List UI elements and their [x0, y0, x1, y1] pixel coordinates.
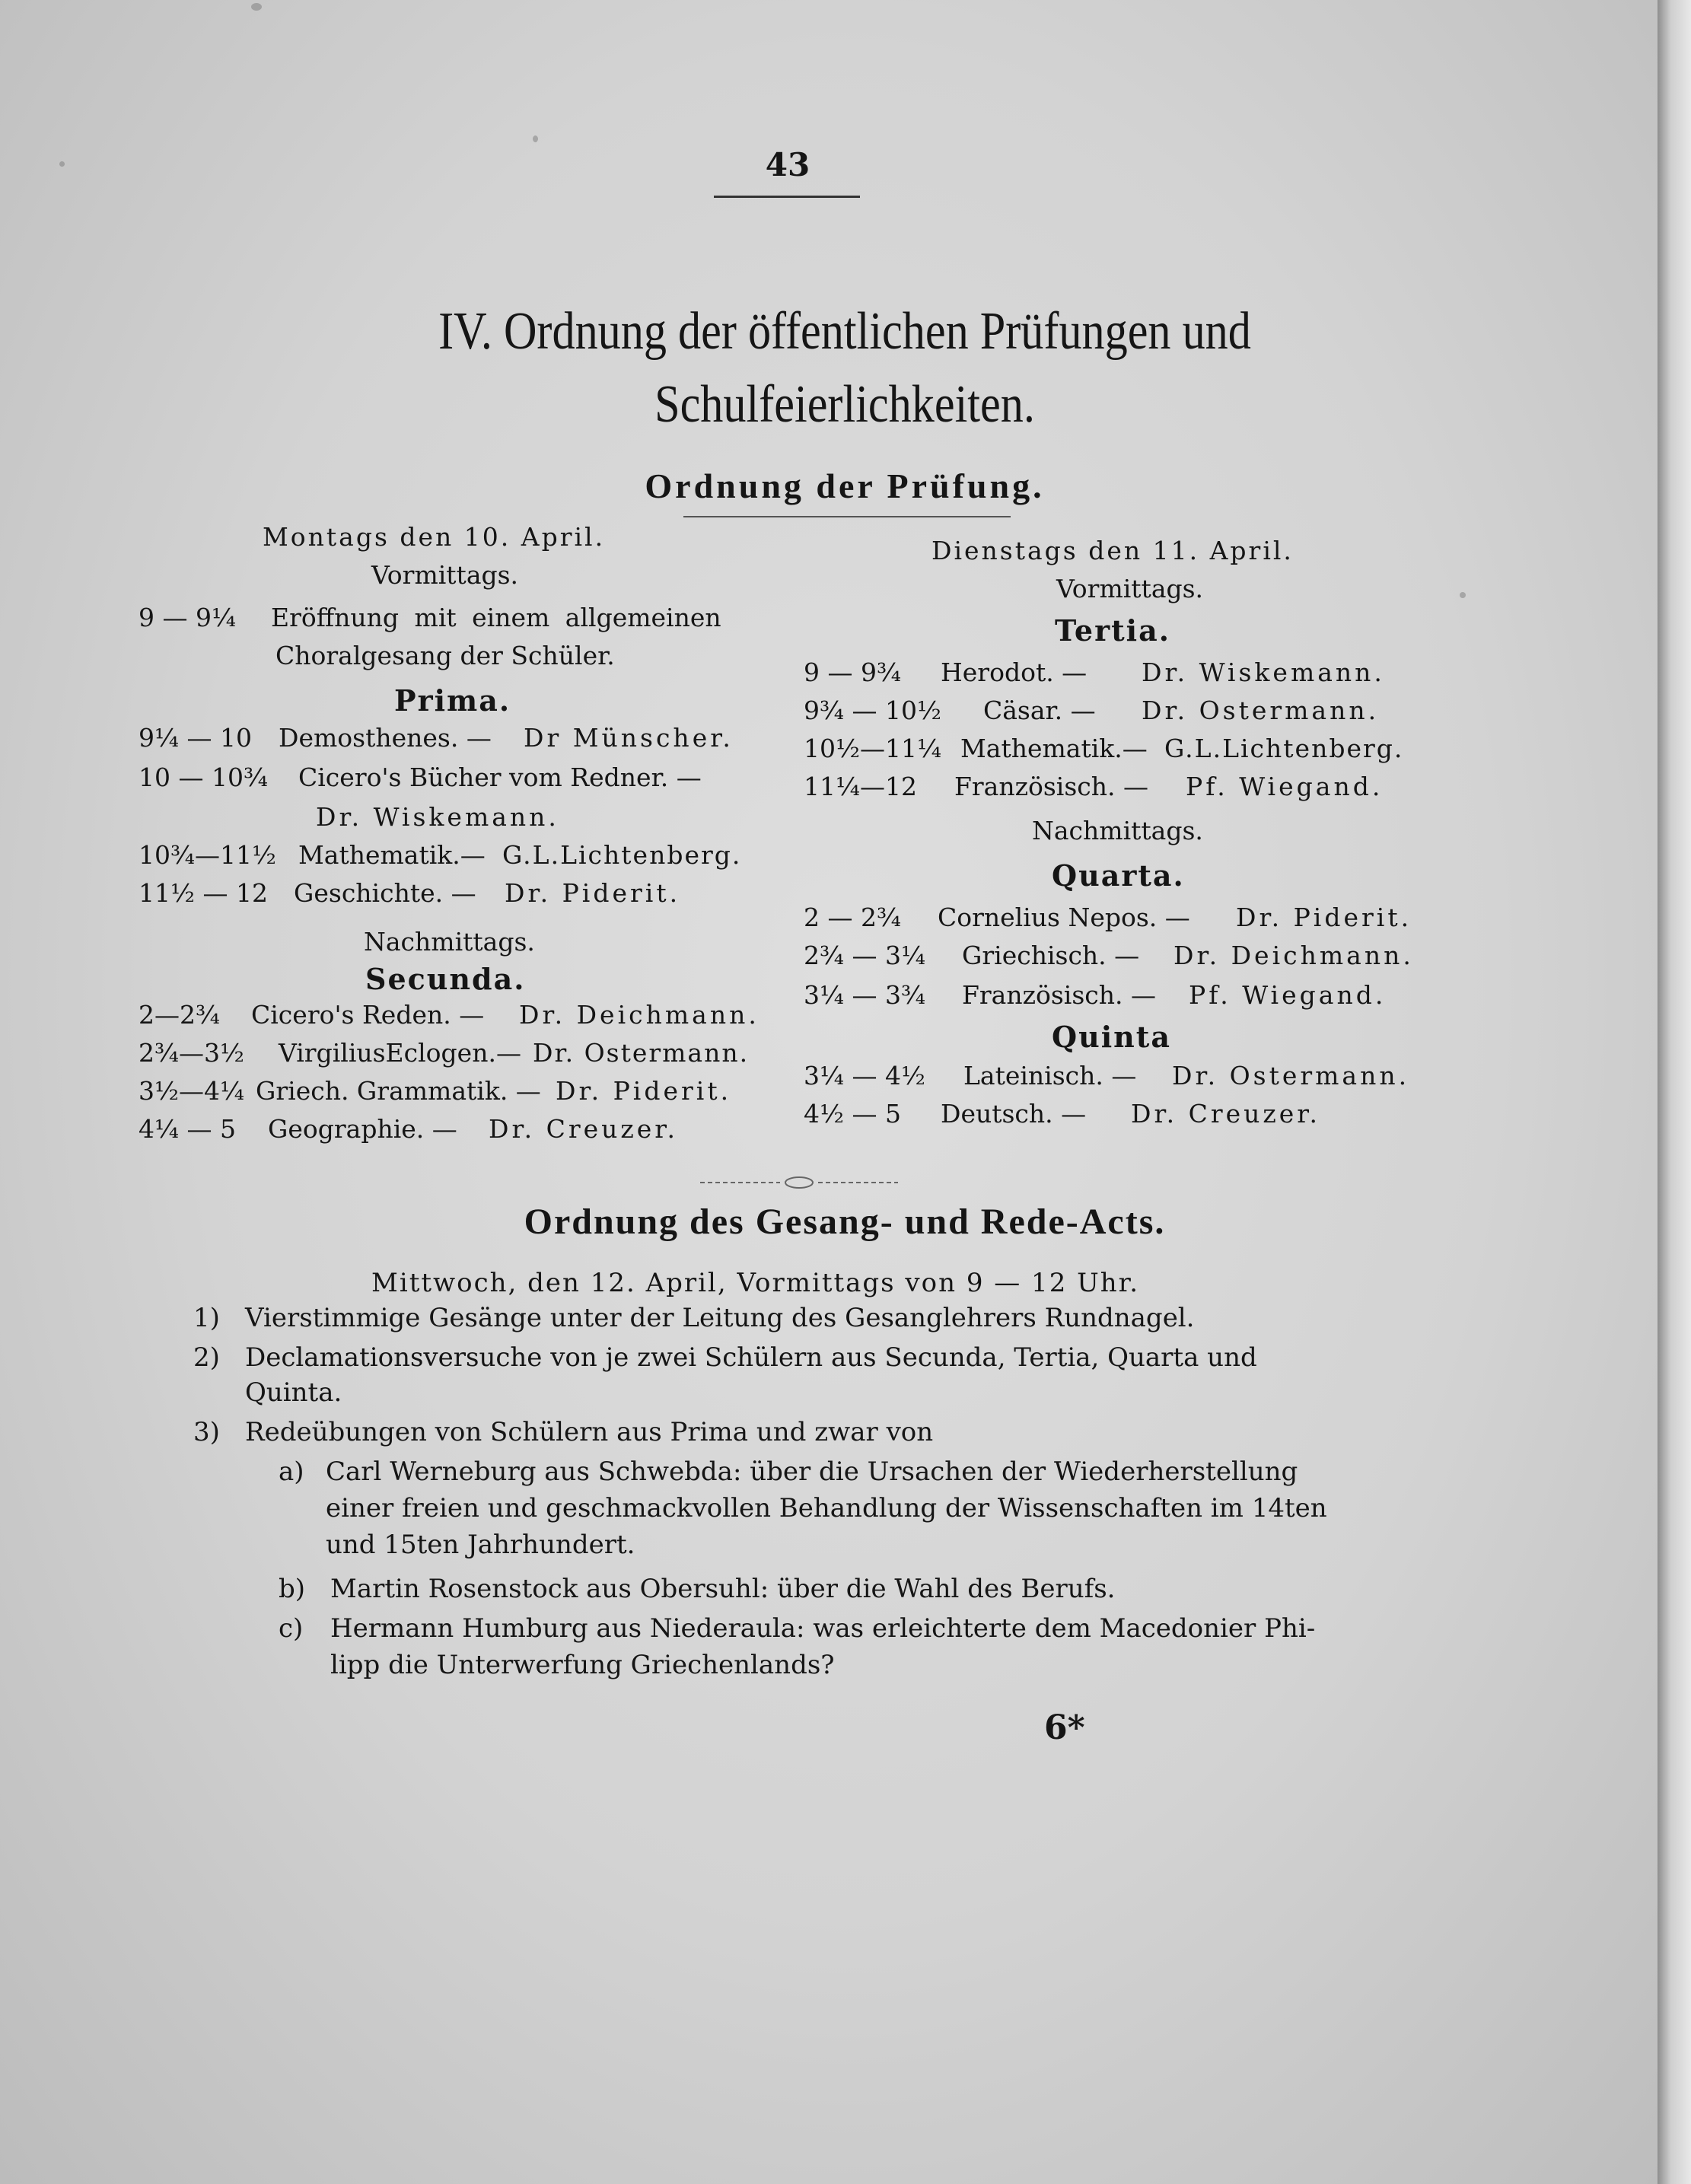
prima-row-5-subject: Geschichte. —	[294, 878, 476, 908]
act-subitem-a-line-1: Carl Werneburg aus Schwebda: über die Ursachen der Wiederherstellung	[326, 1457, 1298, 1487]
tertia-row-1-teacher: Dr. Wiskemann.	[1142, 657, 1385, 687]
tertia-row-4-time: 11¼—12	[804, 772, 917, 801]
prima-row-2-subject: Cicero's Bücher vom Redner. —	[298, 762, 702, 792]
prima-row-4-time: 10¾—11½	[139, 840, 276, 870]
quarta-row-3-teacher: Pf. Wiegand.	[1189, 980, 1387, 1010]
tuesday-column	[0, 0, 1522, 1187]
quinta-row-2-teacher: Dr. Creuzer.	[1131, 1099, 1320, 1129]
prima-row-1-time: 9¼ — 10	[139, 723, 252, 753]
chapter-title-line-1: IV. Ordnung der öffentlichen Prüfungen und	[438, 302, 1251, 361]
quinta-row-2-subject: Deutsch. —	[941, 1099, 1087, 1129]
tuesday-vormittags: Vormittags.	[1056, 574, 1204, 603]
monday-vormittags: Vormittags.	[371, 560, 519, 590]
signature-mark: 6*	[1044, 1708, 1085, 1747]
quarta-row-3-time: 3¼ — 3¾	[804, 980, 925, 1010]
prima-heading: Prima.	[394, 683, 511, 718]
monday-nachmittags: Nachmittags.	[364, 927, 535, 957]
secunda-row-2-subject: VirgiliusEclogen.—	[279, 1038, 521, 1068]
ornament-divider-graphic	[700, 1175, 898, 1190]
prima-row-3-teacher: Dr. Wiskemann.	[316, 802, 559, 832]
tertia-row-1-time: 9 — 9¾	[804, 657, 901, 687]
opening-time: 9 — 9¼	[139, 603, 236, 632]
quarta-row-1-teacher: Dr. Piderit.	[1236, 903, 1412, 932]
act-subitem-a-line-2: einer freien und geschmackvollen Behandlung der Wissenschaften im 14ten	[326, 1493, 1327, 1523]
tertia-heading: Tertia.	[1055, 613, 1170, 648]
page-number: 43	[765, 146, 810, 183]
prima-row-4-teacher: G.L.Lichtenberg.	[502, 840, 742, 870]
monday-day: Montags den 10. April.	[263, 522, 606, 552]
prima-row-1-teacher: Dr Münscher.	[524, 723, 734, 753]
prima-row-2-time: 10 — 10¾	[139, 762, 268, 792]
act-subitem-a-label: a)	[279, 1457, 304, 1487]
tertia-row-2-teacher: Dr. Ostermann.	[1142, 696, 1380, 725]
tertia-row-4-teacher: Pf. Wiegand.	[1186, 772, 1384, 801]
tertia-row-4-subject: Französisch. —	[954, 772, 1148, 801]
opening-line-2: Choralgesang der Schüler.	[275, 641, 615, 670]
prima-row-1-subject: Demosthenes. —	[279, 723, 492, 753]
quarta-row-1-subject: Cornelius Nepos. —	[938, 903, 1190, 932]
tertia-row-2-subject: Cäsar. —	[983, 696, 1096, 725]
quinta-row-1-teacher: Dr. Ostermann.	[1172, 1061, 1410, 1090]
tertia-row-3-teacher: G.L.Lichtenberg.	[1164, 734, 1404, 763]
quarta-row-1-time: 2 — 2¾	[804, 903, 901, 932]
secunda-row-3-time: 3½—4¼	[139, 1076, 244, 1106]
prima-row-5-teacher: Dr. Piderit.	[505, 878, 681, 908]
act-date-line: Mittwoch, den 12. April, Vormittags von 9 — 12 Uhr.	[371, 1268, 1140, 1298]
act-item-3-number: 3)	[193, 1417, 220, 1447]
exam-heading: Ordnung der Prüfung.	[645, 466, 1045, 505]
act-item-1-text: Vierstimmige Gesänge unter der Leitung des Gesanglehrers Rundnagel.	[245, 1303, 1195, 1333]
tertia-row-3-subject: Mathematik.—	[960, 734, 1148, 763]
tertia-row-1-subject: Herodot. —	[941, 657, 1088, 687]
prima-row-5-time: 11½ — 12	[139, 878, 268, 908]
secunda-row-1-time: 2—2¾	[139, 1000, 220, 1030]
secunda-row-3-teacher: Dr. Piderit.	[556, 1076, 732, 1106]
secunda-row-4-subject: Geographie. —	[268, 1114, 457, 1144]
tuesday-day: Dienstags den 11. April.	[931, 536, 1294, 565]
tertia-row-2-time: 9¾ — 10½	[804, 696, 941, 725]
quarta-row-2-time: 2¾ — 3¼	[804, 941, 925, 970]
act-subitem-c-label: c)	[279, 1613, 304, 1644]
chapter-title-line-2: Schulfeierlichkeiten.	[654, 375, 1035, 434]
quinta-row-1-subject: Lateinisch. —	[963, 1061, 1137, 1090]
quinta-heading: Quinta	[1052, 1020, 1171, 1054]
page-edge-shadow	[1658, 0, 1691, 2184]
quarta-row-2-subject: Griechisch. —	[962, 941, 1140, 970]
quarta-row-3-subject: Französisch. —	[962, 980, 1156, 1010]
act-item-2-continuation: Quinta.	[245, 1377, 342, 1408]
secunda-row-2-teacher: Dr. Ostermann.	[533, 1038, 750, 1068]
tuesday-nachmittags: Nachmittags.	[1032, 816, 1203, 845]
quinta-row-2-time: 4½ — 5	[804, 1099, 901, 1129]
ornament-divider	[700, 1175, 898, 1190]
act-item-2-number: 2)	[193, 1342, 220, 1373]
quinta-row-1-time: 3¼ — 4½	[804, 1061, 925, 1090]
secunda-row-3-subject: Griech. Grammatik. —	[256, 1076, 541, 1106]
secunda-row-1-teacher: Dr. Deichmann.	[519, 1000, 760, 1030]
opening-line-1: Eröffnung mit einem allgemeinen	[271, 603, 721, 632]
secunda-row-4-teacher: Dr. Creuzer.	[489, 1114, 678, 1144]
act-heading: Ordnung des Gesang- und Rede-Acts.	[524, 1202, 1166, 1242]
act-subitem-c-line-1: Hermann Humburg aus Niederaula: was erleichterte dem Macedonier Phi-	[330, 1613, 1316, 1644]
prima-row-4-subject: Mathematik.—	[298, 840, 486, 870]
secunda-row-1-subject: Cicero's Reden. —	[251, 1000, 485, 1030]
secunda-row-2-time: 2¾—3½	[139, 1038, 244, 1068]
secunda-row-4-time: 4¼ — 5	[139, 1114, 236, 1144]
quarta-heading: Quarta.	[1052, 858, 1185, 893]
act-subitem-c-line-2: lipp die Unterwerfung Griechenlands?	[330, 1650, 835, 1680]
quarta-row-2-teacher: Dr. Deichmann.	[1174, 941, 1414, 970]
act-subitem-a-line-3: und 15ten Jahrhundert.	[326, 1530, 635, 1560]
act-subitem-b-label: b)	[279, 1574, 306, 1604]
act-item-3-text: Redeübungen von Schülern aus Prima und zwar von	[245, 1417, 934, 1447]
act-item-2-text: Declamationsversuche von je zwei Schülern aus Secunda, Tertia, Quarta und	[245, 1342, 1257, 1373]
secunda-heading: Secunda.	[365, 962, 526, 996]
act-subitem-b-line-1: Martin Rosenstock aus Obersuhl: über die Wahl des Berufs.	[330, 1574, 1116, 1604]
tertia-row-3-time: 10½—11¼	[804, 734, 941, 763]
act-item-1-number: 1)	[193, 1303, 220, 1333]
